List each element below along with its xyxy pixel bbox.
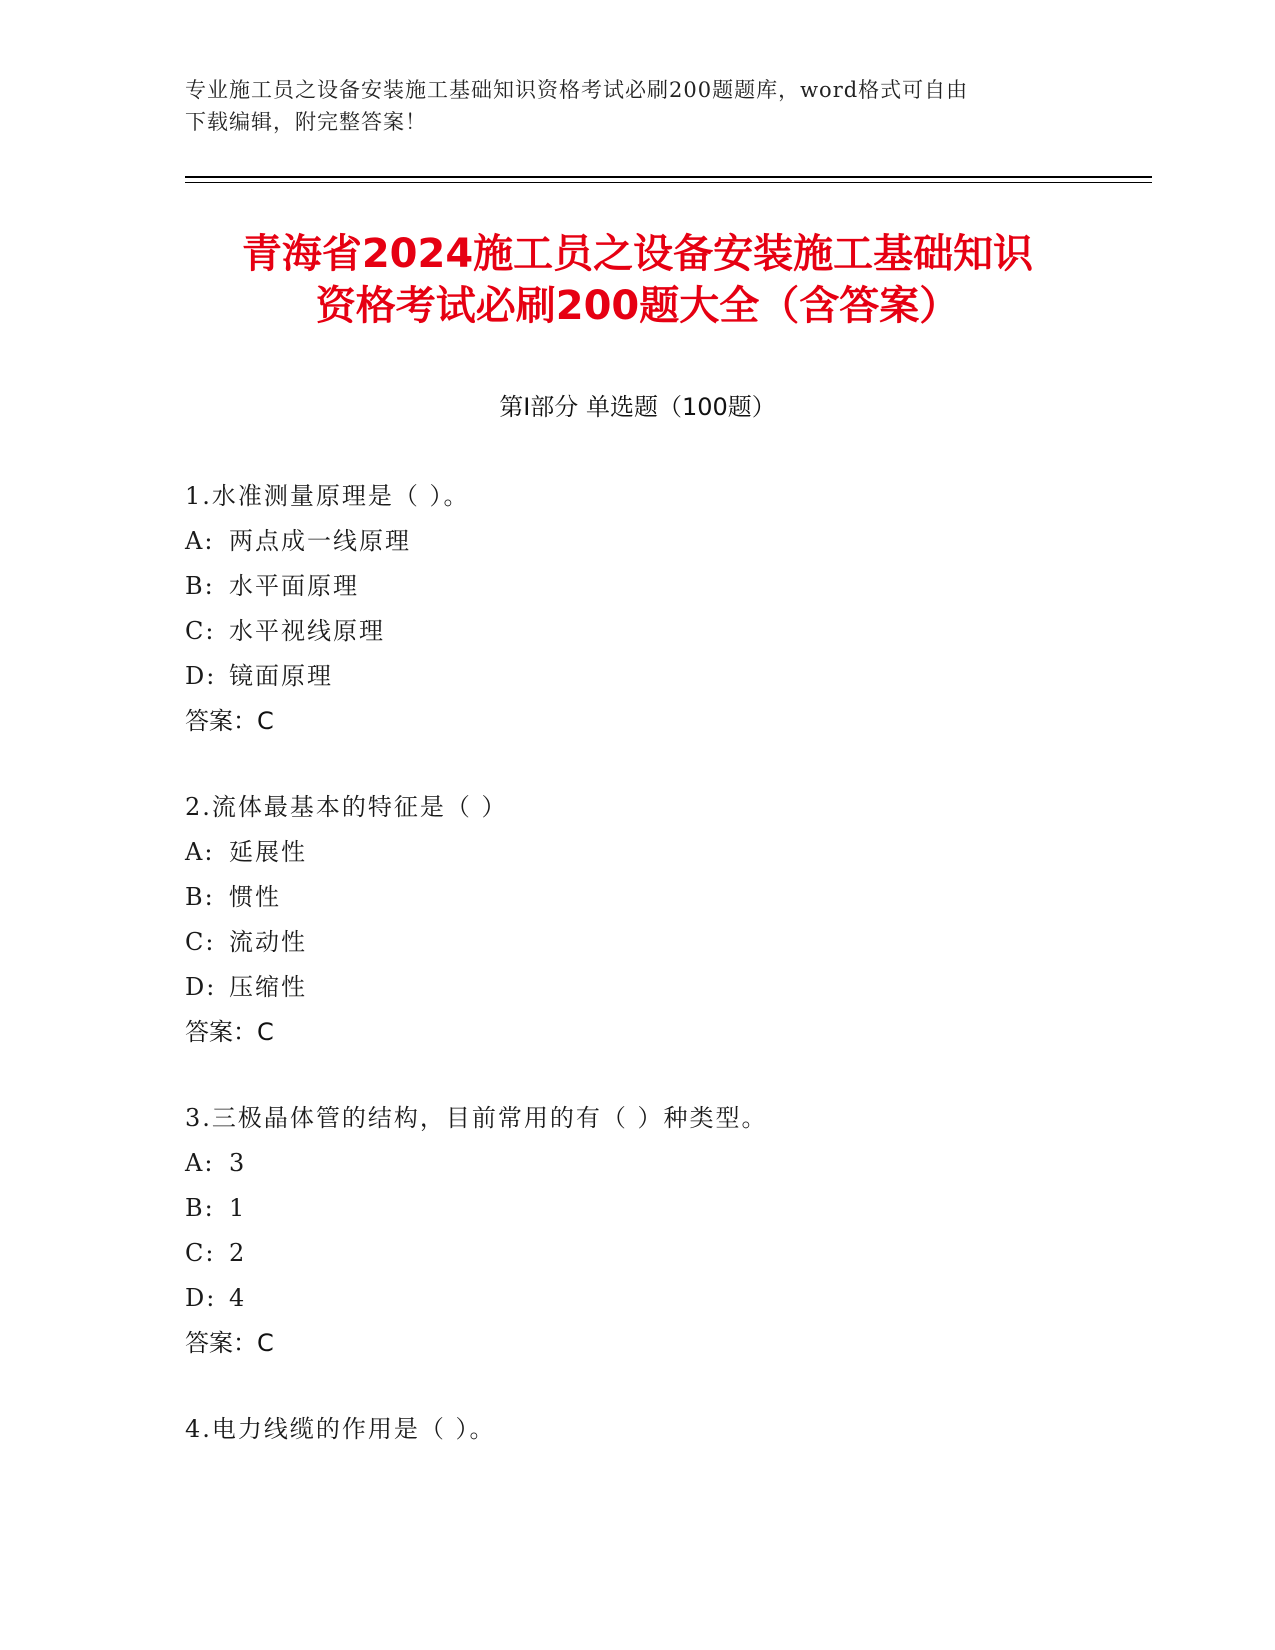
question-stem: 1.水准测量原理是（ ）。 (185, 482, 470, 510)
header-note (185, 74, 1065, 138)
option-c (185, 1231, 1085, 1276)
option-text: 2 (229, 1239, 247, 1267)
document-title (150, 228, 1125, 332)
question-item (185, 474, 1085, 744)
question-stem: 2.流体最基本的特征是（ ） (185, 793, 508, 821)
option-text: 3 (229, 1149, 247, 1177)
option-text: 镜面原理 (229, 662, 333, 690)
document-title-line-1: 青海省2024施工员之设备安装施工基础知识 (241, 231, 1034, 277)
document-title-line-2: 资格考试必刷200题大全（含答案） (315, 283, 960, 329)
question-list (185, 474, 1085, 1493)
option-d (185, 1276, 1085, 1321)
option-text: 水平面原理 (229, 572, 359, 600)
answer-line: 答案：C (185, 707, 274, 735)
question-item (185, 1407, 1085, 1452)
header-divider-thick (185, 176, 1152, 178)
answer-line: 答案：C (185, 1018, 274, 1046)
option-key: A: (185, 527, 215, 555)
option-text: 水平视线原理 (229, 617, 385, 645)
option-c (185, 920, 1085, 965)
option-text: 1 (229, 1194, 247, 1222)
option-key: D: (185, 973, 217, 1001)
option-key: C: (185, 1239, 216, 1267)
option-b (185, 564, 1085, 609)
option-key: D: (185, 662, 217, 690)
answer-line: 答案：C (185, 1329, 274, 1357)
option-d (185, 654, 1085, 699)
header-divider-thin (185, 182, 1152, 183)
option-text: 惯性 (229, 883, 281, 911)
option-text: 延展性 (229, 838, 307, 866)
option-key: B: (185, 883, 215, 911)
option-d (185, 965, 1085, 1010)
option-key: B: (185, 572, 215, 600)
option-b (185, 1186, 1085, 1231)
question-item (185, 1096, 1085, 1366)
option-key: C: (185, 617, 216, 645)
option-text: 4 (229, 1284, 247, 1312)
option-text: 两点成一线原理 (229, 527, 411, 555)
option-key: C: (185, 928, 216, 956)
option-key: A: (185, 838, 215, 866)
header-note-line-2: 下载编辑，附完整答案！ (185, 110, 427, 134)
option-a (185, 1141, 1085, 1186)
option-text: 流动性 (229, 928, 307, 956)
option-key: D: (185, 1284, 217, 1312)
question-stem: 4.电力线缆的作用是（ ）。 (185, 1415, 496, 1443)
option-c (185, 609, 1085, 654)
option-key: B: (185, 1194, 215, 1222)
option-b (185, 875, 1085, 920)
header-note-line-1: 专业施工员之设备安装施工基础知识资格考试必刷200题题库，word格式可自由 (185, 78, 969, 102)
option-a (185, 519, 1085, 564)
option-text: 压缩性 (229, 973, 307, 1001)
option-key: A: (185, 1149, 215, 1177)
section-heading: 第Ⅰ部分 单选题（100题） (499, 393, 776, 421)
option-a (185, 830, 1085, 875)
question-stem: 3.三极晶体管的结构，目前常用的有（ ）种类型。 (185, 1104, 768, 1132)
question-item (185, 785, 1085, 1055)
